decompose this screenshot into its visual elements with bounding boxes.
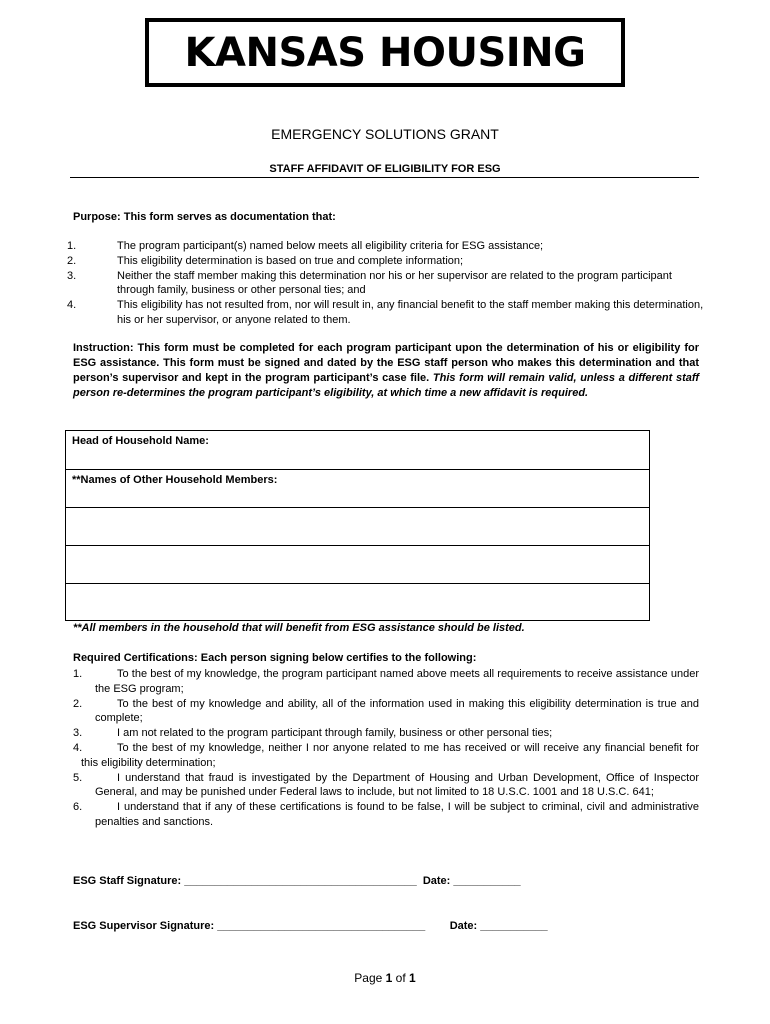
purpose-item-text: This eligibility determination is based on true and complete information; [117,254,464,267]
certifications-heading: Required Certifications: Each person signing below certifies to the following: [73,652,477,664]
certification-item [73,697,699,727]
household-table [65,430,650,621]
logo-text: KANSAS HOUSING [184,29,586,76]
purpose-item-number: 1. [67,240,77,252]
certification-text: To the best of my knowledge and ability, all of the information used in making this eligibility determination is true and complete; [95,697,699,725]
household-member-row[interactable] [66,584,649,621]
certification-item [73,741,699,771]
certification-text: I am not related to the program participant through family, business or other personal ties; [117,727,553,740]
instruction-italic-text: This form will remain valid, unless a different staff person re-determines the program participant’s eligibility, at which time a new affidavit is required. [73,372,699,399]
purpose-item-number: 3. [67,269,77,282]
certification-text: I understand that if any of these certifications is found to be false, I will be subject to criminal, civil and administrative penalties and sanctions. [95,801,699,828]
certification-item [73,771,699,801]
household-member-row[interactable] [66,508,649,546]
page-current: 1 [385,971,393,985]
certification-number: 2. [73,697,83,710]
certification-number: 6. [73,801,83,814]
certification-number: 5. [73,771,83,784]
instruction-paragraph [73,341,699,401]
certifications-list [73,667,699,830]
household-member-row[interactable] [66,546,649,584]
household-members-label: **Names of Other Household Members: [72,474,278,486]
logo [145,18,625,87]
document-title: EMERGENCY SOLUTIONS GRANT [271,126,499,142]
purpose-label: Purpose: This form serves as documentation that: [73,211,336,223]
household-members-field[interactable] [66,470,649,508]
purpose-item [67,239,707,254]
purpose-item [67,269,707,299]
certification-item [73,667,699,697]
staff-signature-line[interactable]: ESG Staff Signature: ______________________________________ Date: ___________ [73,875,521,887]
certification-text: I understand that fraud is investigated by the Department of Housing and Urban Development, Office of Inspector General, and may be punished under Federal laws to include, but not limited to 18 U.S.C. 1001 and 18 U.S.C. 641; [95,771,699,799]
page-number [0,971,770,985]
head-of-household-label: Head of Household Name: [72,435,209,447]
purpose-item-text: This eligibility has not resulted from, nor will result in, any financial benefit to the staff member making this determination, his or her supervisor, or anyone related to them. [117,299,704,326]
purpose-item [67,254,707,269]
supervisor-signature-line[interactable]: ESG Supervisor Signature: __________________________________ Date: ___________ [73,920,548,932]
page-prefix: Page [354,971,386,985]
certification-item [73,800,699,830]
certification-text: To the best of my knowledge, the program participant named above meets all requirements to receive assistance under the ESG program; [95,668,699,695]
purpose-item-number: 4. [67,299,77,312]
title-divider [70,177,699,178]
purpose-item-number: 2. [67,254,77,267]
document-subtitle: STAFF AFFIDAVIT OF ELIGIBILITY FOR ESG [269,163,501,175]
certification-item [73,726,699,741]
certification-number: 4. [73,741,83,754]
head-of-household-field[interactable] [66,431,649,470]
certification-text: To the best of my knowledge, neither I nor anyone related to me has received or will receive any financial benefit for this eligibility determination; [81,741,699,769]
certification-number: 1. [73,668,83,680]
purpose-item [67,298,707,328]
purpose-item-text: Neither the staff member making this determination nor his or her supervisor are related to the program participant through family, business or other personal ties; and [117,269,672,297]
purpose-list [67,239,707,328]
page-separator: of [392,971,410,985]
instruction-text: Instruction: This form must be completed for each program participant upon the determination of his or eligibility for ESG assistance. This form must be signed and dated by the ESG staff person who makes this determination and that person’s supervisor and kept in the program participant’s case file. [73,342,699,384]
household-note: **All members in the household that will benefit from ESG assistance should be listed. [73,622,525,634]
certification-number: 3. [73,727,83,740]
purpose-item-text: The program participant(s) named below meets all eligibility criteria for ESG assistance; [117,240,544,252]
page-total: 1 [409,971,416,985]
